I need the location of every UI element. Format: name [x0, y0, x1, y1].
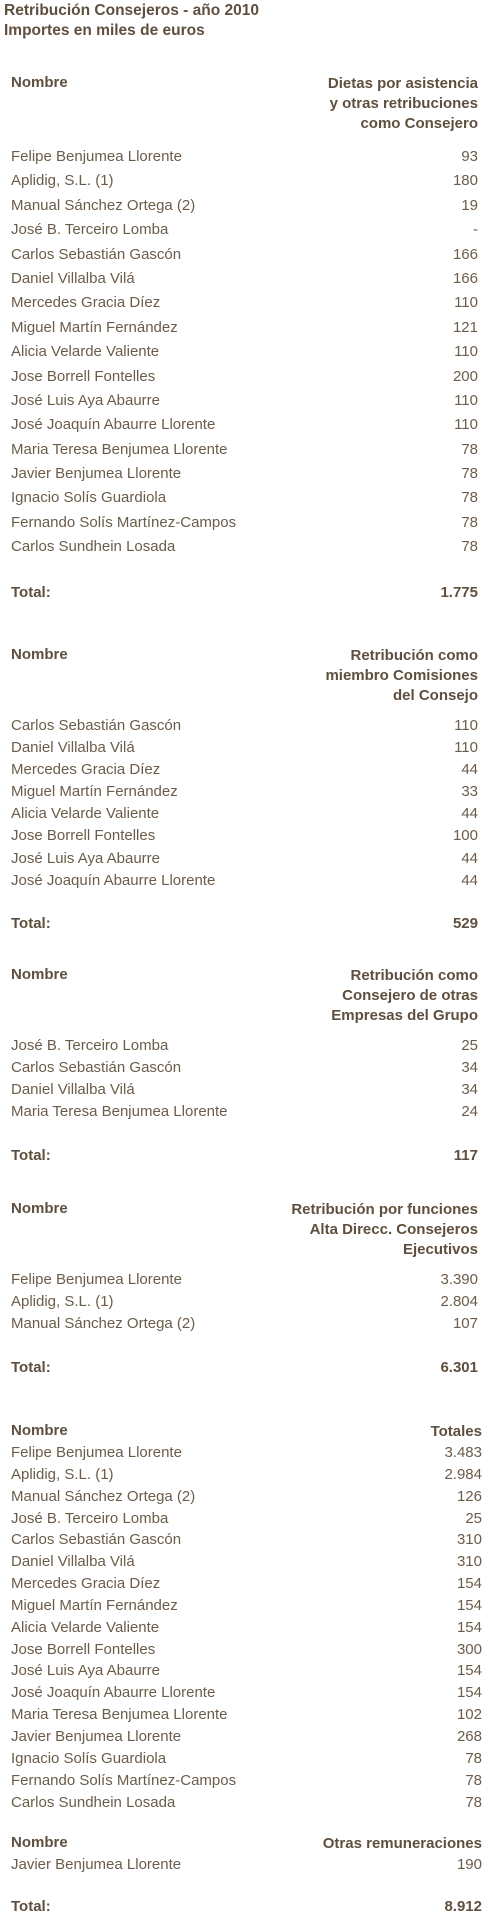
table-row — [11, 535, 478, 559]
director-name: Alicia Velarde Valiente — [11, 1618, 160, 1636]
page-subtitle: Importes en miles de euros — [4, 22, 205, 39]
amount-value: 166 — [452, 269, 478, 287]
director-name: Javier Benjumea Llorente — [11, 1856, 182, 1873]
director-name: Aplidig, S.L. (1) — [11, 172, 114, 190]
amount-value: 25 — [465, 1509, 482, 1527]
director-name: Maria Teresa Benjumea Llorente — [11, 1706, 228, 1724]
director-name: Carlos Sebastián Gascón — [11, 1531, 182, 1549]
total-label: Total: — [11, 915, 51, 932]
table-row — [11, 413, 478, 437]
table-body — [11, 715, 478, 892]
director-name: José Luis Aya Abaurre — [11, 391, 160, 409]
amount-value: 166 — [452, 245, 478, 263]
director-name: Felipe Benjumea Llorente — [11, 1444, 182, 1461]
amount-value: 268 — [456, 1727, 482, 1745]
director-name: Daniel Villalba Vilá — [11, 1081, 135, 1099]
director-name: Carlos Sundhein Losada — [11, 1793, 176, 1811]
table-row — [11, 1748, 482, 1770]
director-name: Carlos Sundhein Losada — [11, 538, 176, 556]
total-value: 529 — [452, 915, 478, 932]
director-name: José Luis Aya Abaurre — [11, 1662, 160, 1680]
column-header-line: y otras retribuciones — [329, 95, 478, 112]
table-row — [11, 316, 478, 340]
director-name: Maria Teresa Benjumea Llorente — [11, 440, 228, 458]
table-row — [11, 803, 478, 825]
table-row — [11, 1057, 478, 1079]
column-header-line: Retribución como — [350, 967, 478, 984]
total-label: Total: — [11, 1359, 51, 1376]
column-header-line: Retribución como — [350, 647, 478, 664]
director-name: Mercedes Gracia Díez — [11, 294, 161, 312]
table-row — [11, 1269, 478, 1291]
column-header-name: Nombre — [11, 1422, 68, 1439]
column-header-name: Nombre — [11, 966, 68, 983]
amount-value: 154 — [456, 1575, 482, 1593]
table-row — [11, 1639, 482, 1661]
director-name: José Joaquín Abaurre Llorente — [11, 416, 216, 434]
director-name: Jose Borrell Fontelles — [11, 1640, 156, 1658]
director-name: José Joaquín Abaurre Llorente — [11, 871, 216, 889]
table-row — [11, 1442, 482, 1464]
director-name: Fernando Solís Martínez-Campos — [11, 1771, 237, 1789]
column-header-line: del Consejo — [392, 687, 478, 704]
table-row — [11, 1035, 478, 1057]
amount-value: 110 — [454, 343, 478, 361]
director-name: José B. Terceiro Lomba — [11, 221, 169, 239]
table-row — [11, 438, 478, 462]
director-name: José Luis Aya Abaurre — [11, 849, 160, 867]
director-name: Aplidig, S.L. (1) — [11, 1293, 114, 1311]
table-row — [11, 1486, 482, 1508]
table-row — [11, 1704, 482, 1726]
amount-value: 78 — [465, 1749, 482, 1767]
total-value: 6.301 — [440, 1359, 478, 1376]
table-row — [11, 1551, 482, 1573]
column-header-line: Alta Direcc. Consejeros — [309, 1221, 478, 1238]
director-name: Miguel Martín Fernández — [11, 318, 178, 336]
director-name: José B. Terceiro Lomba — [11, 1509, 169, 1527]
amount-value: 310 — [456, 1531, 482, 1549]
table-row — [11, 1079, 478, 1101]
table-row — [11, 1660, 482, 1682]
director-name: Miguel Martín Fernández — [11, 783, 178, 801]
table-row — [11, 267, 478, 291]
table-row — [11, 1313, 478, 1335]
amount-value: 190 — [456, 1856, 482, 1873]
table-row — [11, 194, 478, 218]
column-header-line: Empresas del Grupo — [331, 1007, 478, 1024]
director-name: Jose Borrell Fontelles — [11, 367, 156, 385]
table-row — [11, 781, 478, 803]
amount-value: 100 — [452, 827, 478, 845]
amount-value: 78 — [461, 513, 478, 531]
table-row — [11, 1770, 482, 1792]
director-name: Jose Borrell Fontelles — [11, 827, 156, 845]
column-header-line: Totales — [430, 1423, 482, 1440]
total-value: 8.912 — [444, 1898, 482, 1915]
amount-value: 110 — [454, 294, 478, 312]
amount-value: 44 — [461, 871, 478, 889]
column-header-line: Dietas por asistencia — [327, 75, 478, 92]
total-value: 117 — [453, 1147, 478, 1164]
amount-value: 34 — [461, 1059, 478, 1077]
total-label: Total: — [11, 584, 51, 601]
amount-value: 78 — [461, 440, 478, 458]
column-header-value — [238, 966, 478, 1026]
amount-value: 25 — [461, 1037, 478, 1054]
table-row — [11, 1291, 478, 1313]
amount-value: 93 — [461, 148, 478, 165]
amount-value: 78 — [461, 538, 478, 556]
amount-value: 107 — [452, 1315, 478, 1333]
amount-value: 2.984 — [444, 1465, 482, 1483]
table-row — [11, 870, 478, 892]
table-row — [11, 1573, 482, 1595]
table-row — [11, 340, 478, 364]
director-name: José Joaquín Abaurre Llorente — [11, 1684, 216, 1702]
amount-value: 78 — [461, 489, 478, 507]
amount-value: 154 — [456, 1662, 482, 1680]
amount-value: - — [473, 221, 478, 239]
amount-value: 154 — [456, 1596, 482, 1614]
amount-value: 310 — [456, 1553, 482, 1571]
column-header-name: Nombre — [11, 1834, 68, 1851]
director-name: Felipe Benjumea Llorente — [11, 148, 182, 165]
director-name: Manual Sánchez Ortega (2) — [11, 1487, 196, 1505]
amount-value: 110 — [454, 391, 478, 409]
director-name: Ignacio Solís Guardiola — [11, 1749, 167, 1767]
director-name: Daniel Villalba Vilá — [11, 1553, 135, 1571]
amount-value: 154 — [456, 1618, 482, 1636]
director-name: Maria Teresa Benjumea Llorente — [11, 1103, 228, 1121]
column-header-name: Nombre — [11, 646, 68, 663]
director-name: Javier Benjumea Llorente — [11, 1727, 182, 1745]
table-row — [11, 1617, 482, 1639]
table-row — [11, 1854, 482, 1876]
amount-value: 44 — [461, 849, 478, 867]
director-name: Daniel Villalba Vilá — [11, 269, 135, 287]
director-name: Carlos Sebastián Gascón — [11, 1059, 182, 1077]
director-name: Fernando Solís Martínez-Campos — [11, 513, 237, 531]
amount-value: 78 — [461, 465, 478, 483]
total-label: Total: — [11, 1898, 51, 1915]
column-header-value — [238, 74, 478, 134]
amount-value: 180 — [452, 172, 478, 190]
table-row — [11, 825, 478, 847]
column-header-line: Consejero de otras — [342, 987, 478, 1004]
table-body — [11, 1269, 478, 1335]
column-header-value — [242, 1422, 482, 1442]
table-row — [11, 486, 478, 510]
table-row — [11, 1682, 482, 1704]
page-title: Retribución Consejeros - año 2010 — [4, 2, 259, 19]
amount-value: 24 — [461, 1103, 478, 1121]
total-value: 1.775 — [440, 584, 478, 601]
director-name: Felipe Benjumea Llorente — [11, 1271, 182, 1288]
director-name: Manual Sánchez Ortega (2) — [11, 1315, 196, 1333]
table-row — [11, 145, 478, 169]
column-header-line: Ejecutivos — [402, 1241, 478, 1258]
column-header-name: Nombre — [11, 74, 68, 91]
column-header-line: como Consejero — [360, 115, 478, 132]
column-header-name: Nombre — [11, 1200, 68, 1217]
total-label: Total: — [11, 1147, 51, 1164]
director-name: Daniel Villalba Vilá — [11, 739, 135, 757]
director-name: Alicia Velarde Valiente — [11, 343, 160, 361]
table-row — [11, 737, 478, 759]
director-name: Mercedes Gracia Díez — [11, 761, 161, 779]
amount-value: 3.390 — [440, 1271, 478, 1288]
amount-value: 19 — [461, 196, 478, 214]
amount-value: 121 — [452, 318, 478, 336]
table-row — [11, 1595, 482, 1617]
table-body — [11, 1442, 482, 1813]
director-name: Carlos Sebastián Gascón — [11, 717, 182, 734]
director-name: Ignacio Solís Guardiola — [11, 489, 167, 507]
amount-value: 102 — [456, 1706, 482, 1724]
column-header-line: miembro Comisiones — [325, 667, 478, 684]
table-row — [11, 848, 478, 870]
amount-value: 34 — [461, 1081, 478, 1099]
amount-value: 78 — [465, 1793, 482, 1811]
table-body — [11, 145, 478, 560]
amount-value: 33 — [461, 783, 478, 801]
amount-value: 110 — [454, 416, 478, 434]
table-row — [11, 1101, 478, 1123]
table-row — [11, 218, 478, 242]
column-header-value — [242, 1834, 482, 1854]
column-header-value — [238, 1200, 478, 1260]
amount-value: 126 — [456, 1487, 482, 1505]
director-name: Carlos Sebastián Gascón — [11, 245, 182, 263]
table-row — [11, 1792, 482, 1814]
table-row — [11, 511, 478, 535]
table-row — [11, 365, 478, 389]
table-row — [11, 169, 478, 193]
amount-value: 200 — [452, 367, 478, 385]
director-name: Javier Benjumea Llorente — [11, 465, 182, 483]
director-name: Aplidig, S.L. (1) — [11, 1465, 114, 1483]
table-body — [11, 1854, 482, 1876]
table-row — [11, 243, 478, 267]
table-row — [11, 759, 478, 781]
amount-value: 78 — [465, 1771, 482, 1789]
amount-value: 300 — [456, 1640, 482, 1658]
amount-value: 110 — [454, 739, 478, 757]
director-name: Manual Sánchez Ortega (2) — [11, 196, 196, 214]
table-row — [11, 1726, 482, 1748]
table-row — [11, 1464, 482, 1486]
amount-value: 44 — [461, 761, 478, 779]
amount-value: 154 — [456, 1684, 482, 1702]
director-name: Mercedes Gracia Díez — [11, 1575, 161, 1593]
amount-value: 3.483 — [444, 1444, 482, 1461]
amount-value: 44 — [461, 805, 478, 823]
table-body — [11, 1035, 478, 1123]
table-row — [11, 291, 478, 315]
table-row — [11, 715, 478, 737]
director-name: Miguel Martín Fernández — [11, 1596, 178, 1614]
table-row — [11, 462, 478, 486]
director-name: Alicia Velarde Valiente — [11, 805, 160, 823]
column-header-value — [238, 646, 478, 706]
table-row — [11, 389, 478, 413]
table-row — [11, 1529, 482, 1551]
column-header-line: Otras remuneraciones — [322, 1835, 482, 1852]
amount-value: 110 — [454, 717, 478, 734]
table-row — [11, 1508, 482, 1530]
director-name: José B. Terceiro Lomba — [11, 1037, 169, 1054]
column-header-line: Retribución por funciones — [291, 1201, 478, 1218]
amount-value: 2.804 — [440, 1293, 478, 1311]
